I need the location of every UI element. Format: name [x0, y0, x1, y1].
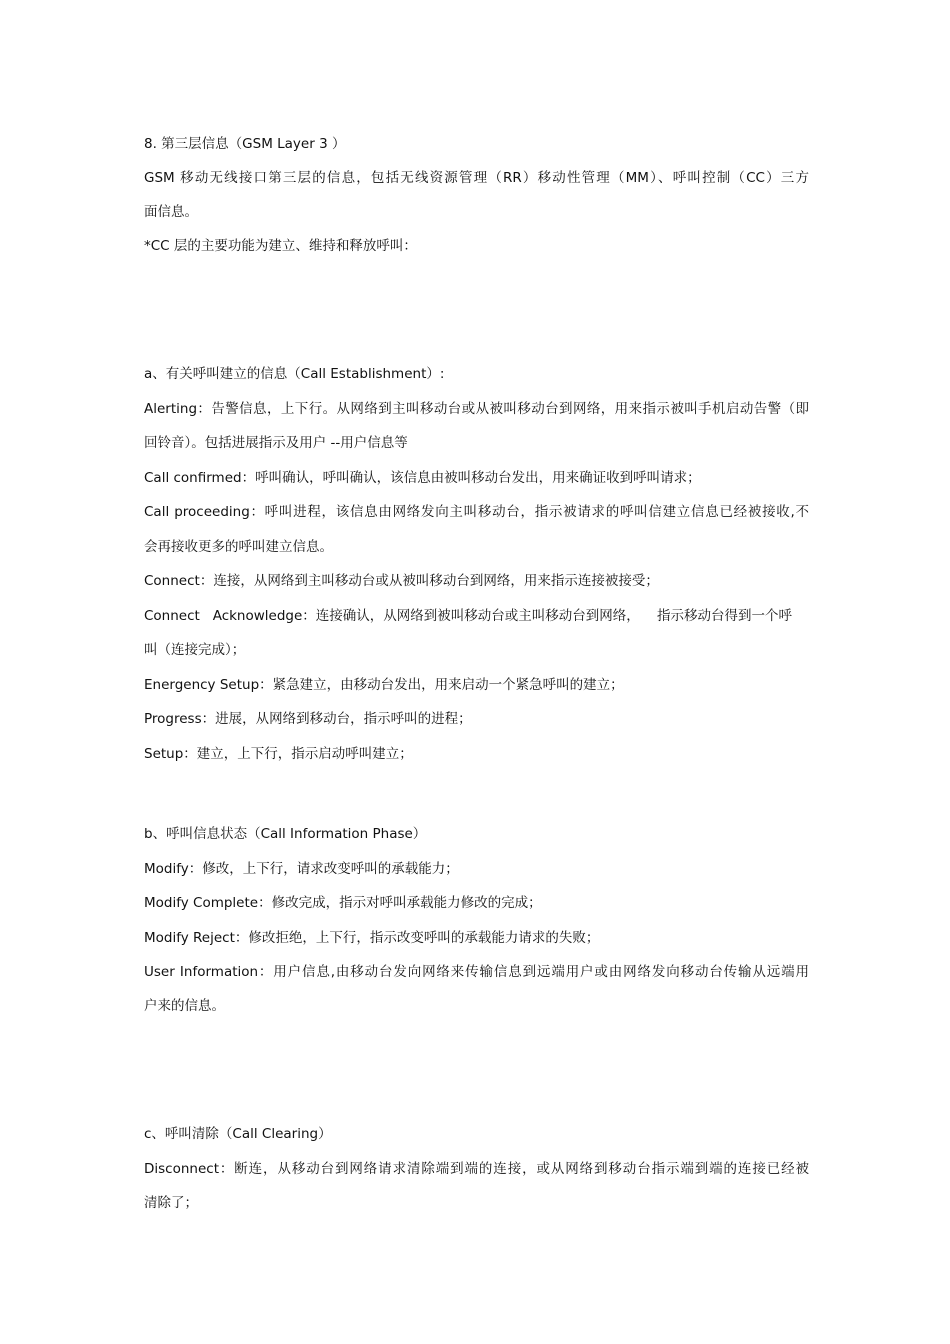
section-c-title: c、呼叫清除（Call Clearing） [144, 1126, 332, 1142]
call-confirmed-line: Call confirmed：呼叫确认，呼叫确认，该信息由被叫移动台发出，用来确证收到呼叫请求； [144, 470, 701, 486]
call-proceeding-line-2: 会再接收更多的呼叫建立信息。 [144, 539, 333, 555]
alerting-line-1: Alerting：告警信息，上下行。从网络到主叫移动台或从被叫移动台到网络，用来指示被叫手机启动告警（即 [144, 401, 809, 417]
disconnect-line-2: 清除了； [144, 1195, 198, 1211]
connect-line: Connect：连接，从网络到主叫移动台或从被叫移动台到网络，用来指示连接被接受； [144, 573, 659, 589]
progress-line: Progress：进展，从网络到移动台，指示呼叫的进程； [144, 711, 472, 727]
modify-line: Modify：修改，上下行，请求改变呼叫的承载能力； [144, 861, 459, 877]
intro-paragraph-line-2: 面信息。 [144, 204, 198, 220]
cc-note: *CC 层的主要功能为建立、维持和释放呼叫： [144, 238, 417, 254]
section-heading: 8. 第三层信息（GSM Layer 3 ） [144, 136, 346, 152]
user-information-line-2: 户来的信息。 [144, 998, 225, 1014]
setup-line: Setup：建立，上下行，指示启动呼叫建立； [144, 746, 413, 762]
modify-reject-line: Modify Reject：修改拒绝，上下行，指示改变呼叫的承载能力请求的失败； [144, 930, 600, 946]
emergency-setup-line: Energency Setup：紧急建立，由移动台发出，用来启动一个紧急呼叫的建立； [144, 677, 624, 693]
section-a-title: a、有关呼叫建立的信息（Call Establishment）: [144, 366, 445, 382]
modify-complete-line: Modify Complete：修改完成，指示对呼叫承载能力修改的完成； [144, 895, 542, 911]
alerting-line-2: 回铃音）。包括进展指示及用户 --用户信息等 [144, 435, 408, 451]
disconnect-line-1: Disconnect：断连，从移动台到网络请求清除端到端的连接，或从网络到移动台指示端到端的连接已经被 [144, 1161, 809, 1177]
connect-ack-line-1: Connect Acknowledge：连接确认，从网络到被叫移动台或主叫移动台到网络， 指示移动台得到一个呼 [144, 608, 792, 624]
user-information-line-1: User Information：用户信息,由移动台发向网络来传输信息到远端用户或由网络发向移动台传输从远端用 [144, 964, 809, 980]
call-proceeding-line-1: Call proceeding：呼叫进程，该信息由网络发向主叫移动台，指示被请求的呼叫信建立信息已经被接收,不 [144, 504, 809, 520]
connect-ack-line-2: 叫（连接完成）； [144, 642, 246, 658]
intro-paragraph-line-1: GSM 移动无线接口第三层的信息，包括无线资源管理（RR）移动性管理（MM）、呼叫控制（CC）三方 [144, 170, 809, 186]
section-b-title: b、呼叫信息状态（Call Information Phase） [144, 826, 427, 842]
